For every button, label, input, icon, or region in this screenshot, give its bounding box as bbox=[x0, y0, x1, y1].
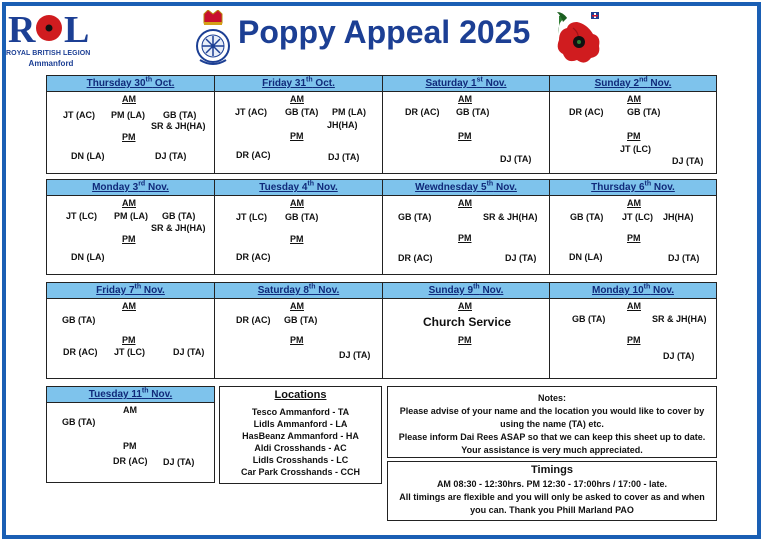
am-slot: SR & JH(HA) bbox=[151, 223, 206, 233]
am-slot: GB (TA) bbox=[284, 315, 318, 325]
timings-title: Timings bbox=[531, 464, 573, 476]
pm-label: PM bbox=[123, 441, 137, 451]
crest-icon bbox=[194, 10, 232, 68]
pm-slot: DJ (TA) bbox=[328, 152, 360, 162]
timings-line: All timings are flexible and you will only be asked to cover as and when you can. Thank you Phill Marland PAO bbox=[399, 492, 705, 515]
location-item: Tesco Ammanford - TA bbox=[251, 407, 350, 417]
am-slot: GB (TA) bbox=[398, 212, 432, 222]
location-item: Car Park Crosshands - CCH bbox=[240, 467, 361, 477]
location-item: HasBeanz Ammanford - HA bbox=[242, 431, 359, 441]
am-slot: GB (TA) bbox=[162, 211, 196, 221]
location-item: Aldi Crosshands - AC bbox=[254, 443, 347, 453]
am-label: AM bbox=[627, 301, 641, 311]
am-slot: GB (TA) bbox=[163, 110, 197, 120]
am-slot: JT (LC) bbox=[622, 212, 653, 222]
am-label: AM bbox=[122, 301, 136, 311]
pm-slot: DN (LA) bbox=[71, 252, 105, 262]
day-heading: Tuesday 4th Nov. bbox=[215, 180, 382, 196]
notes-line: Please inform Dai Rees ASAP so that we can keep this sheet up to date. bbox=[398, 432, 706, 442]
day-sat8 bbox=[214, 282, 383, 379]
am-label: AM bbox=[290, 301, 304, 311]
day-heading: Monday 3rd Nov. bbox=[47, 180, 214, 196]
pm-slot: JT (LC) bbox=[620, 144, 651, 154]
pm-slot: DJ (TA) bbox=[663, 351, 695, 361]
day-fri31 bbox=[214, 75, 383, 174]
day-heading: Monday 10th Nov. bbox=[550, 283, 716, 299]
day-fri7 bbox=[46, 282, 215, 379]
pm-slot: DJ (TA) bbox=[339, 350, 371, 360]
notes-box bbox=[387, 386, 717, 458]
am-label: AM bbox=[122, 94, 136, 104]
pm-label: PM bbox=[627, 335, 641, 345]
am-slot: DR (AC) bbox=[569, 107, 604, 117]
poppy-icon bbox=[553, 10, 607, 66]
am-label: AM bbox=[458, 301, 472, 311]
am-slot: SR & JH(HA) bbox=[483, 212, 538, 222]
day-wed5 bbox=[382, 179, 550, 275]
am-slot: GB (TA) bbox=[572, 314, 606, 324]
am-label: AM bbox=[627, 198, 641, 208]
day-sun2 bbox=[549, 75, 717, 174]
pm-slot: DJ (TA) bbox=[173, 347, 205, 357]
day-heading: Sunday 9th Nov. bbox=[383, 283, 549, 299]
am-slot: GB (TA) bbox=[62, 315, 96, 325]
am-slot: DR (AC) bbox=[236, 315, 271, 325]
am-slot: GB (TA) bbox=[62, 417, 96, 427]
am-slot: DR (AC) bbox=[405, 107, 440, 117]
pm-slot: JT (LC) bbox=[114, 347, 145, 357]
day-tue4 bbox=[214, 179, 383, 275]
am-label: AM bbox=[458, 198, 472, 208]
am-label: AM bbox=[627, 94, 641, 104]
pm-label: PM bbox=[122, 132, 136, 142]
pm-slot: DJ (TA) bbox=[500, 154, 532, 164]
am-slot: JT (LC) bbox=[66, 211, 97, 221]
am-slot: JH(HA) bbox=[663, 212, 694, 222]
day-sun9 bbox=[382, 282, 550, 379]
pm-label: PM bbox=[458, 233, 472, 243]
pm-slot: DJ (TA) bbox=[155, 151, 187, 161]
notes-line: Your assistance is very much appreciated. bbox=[461, 445, 643, 455]
page-title: Poppy Appeal 2025 bbox=[238, 14, 531, 50]
am-slot: JT (LC) bbox=[236, 212, 267, 222]
pm-label: PM bbox=[458, 131, 472, 141]
am-slot: SR & JH(HA) bbox=[652, 314, 707, 324]
timings-line: AM 08:30 - 12:30hrs. PM 12:30 - 17:00hrs / 17:00 - late. bbox=[436, 479, 668, 489]
day-heading: Saturday 1st Nov. bbox=[383, 76, 549, 92]
pm-slot: DR (AC) bbox=[63, 347, 98, 357]
locations-title: Locations bbox=[274, 389, 327, 401]
svg-text:R: R bbox=[8, 9, 36, 48]
pm-slot: DR (AC) bbox=[236, 252, 271, 262]
pm-slot: DJ (TA) bbox=[668, 253, 700, 263]
am-slot: PM (LA) bbox=[332, 107, 366, 117]
am-label: AM bbox=[290, 198, 304, 208]
pm-label: PM bbox=[122, 234, 136, 244]
pm-label: PM bbox=[627, 131, 641, 141]
org-branch: Ammanford bbox=[28, 59, 74, 68]
day-mon10 bbox=[549, 282, 717, 379]
day-sat1 bbox=[382, 75, 550, 174]
am-slot: PM (LA) bbox=[114, 211, 148, 221]
pm-slot: DJ (TA) bbox=[163, 457, 195, 467]
am-label: AM bbox=[458, 94, 472, 104]
notes-title: Notes: bbox=[537, 393, 566, 403]
day-heading: Thursday 6th Nov. bbox=[550, 180, 716, 196]
pm-slot: DR (AC) bbox=[398, 253, 433, 263]
am-slot: JT (AC) bbox=[63, 110, 95, 120]
am-slot: PM (LA) bbox=[111, 110, 145, 120]
svg-text:L: L bbox=[64, 9, 90, 48]
am-slot: JT (AC) bbox=[235, 107, 267, 117]
am-slot: GB (TA) bbox=[285, 107, 319, 117]
pm-slot: DN (LA) bbox=[71, 151, 105, 161]
am-slot: GB (TA) bbox=[456, 107, 490, 117]
location-item: Lidls Crosshands - LC bbox=[252, 455, 349, 465]
rbl-logo bbox=[6, 6, 92, 70]
day-heading: Tuesday 11th Nov. bbox=[47, 387, 214, 403]
pm-slot: DR (AC) bbox=[236, 150, 271, 160]
pm-label: PM bbox=[290, 234, 304, 244]
am-slot: GB (TA) bbox=[570, 212, 604, 222]
pm-slot: DJ (TA) bbox=[505, 253, 537, 263]
pm-label: PM bbox=[627, 233, 641, 243]
am-label: AM bbox=[123, 405, 137, 415]
timings-box bbox=[387, 461, 717, 521]
day-heading: Sunday 2nd Nov. bbox=[550, 76, 716, 92]
day-heading: Friday 7th Nov. bbox=[47, 283, 214, 299]
day-tue11 bbox=[46, 386, 215, 483]
pm-label: PM bbox=[458, 335, 472, 345]
day-mon3 bbox=[46, 179, 215, 275]
notes-line: Please advise of your name and the location you would like to cover by using the name (TA) etc. bbox=[399, 406, 705, 429]
location-item: Lidls Ammanford - LA bbox=[253, 419, 348, 429]
am-label: AM bbox=[290, 94, 304, 104]
pm-slot: DN (LA) bbox=[569, 252, 603, 262]
pm-label: PM bbox=[290, 335, 304, 345]
day-heading: Friday 31th Oct. bbox=[215, 76, 382, 92]
am-slot: SR & JH(HA) bbox=[151, 121, 206, 131]
am-label: AM bbox=[122, 198, 136, 208]
day-thu6 bbox=[549, 179, 717, 275]
rbl-logo-mark bbox=[6, 6, 92, 48]
day-heading: Saturday 8th Nov. bbox=[215, 283, 382, 299]
am-slot: GB (TA) bbox=[627, 107, 661, 117]
pm-slot: DR (AC) bbox=[113, 456, 148, 466]
pm-label: PM bbox=[122, 335, 136, 345]
org-name: ROYAL BRITISH LEGION bbox=[6, 50, 91, 57]
day-heading: Thursday 30th Oct. bbox=[47, 76, 214, 92]
locations-box bbox=[219, 386, 382, 484]
am-slot: GB (TA) bbox=[285, 212, 319, 222]
day-thu30 bbox=[46, 75, 215, 174]
pm-label: PM bbox=[290, 131, 304, 141]
day-heading: Wewdnesday 5th Nov. bbox=[383, 180, 549, 196]
am-slot: JH(HA) bbox=[327, 120, 358, 130]
church-service-label: Church Service bbox=[423, 315, 512, 329]
pm-slot: DJ (TA) bbox=[672, 156, 704, 166]
